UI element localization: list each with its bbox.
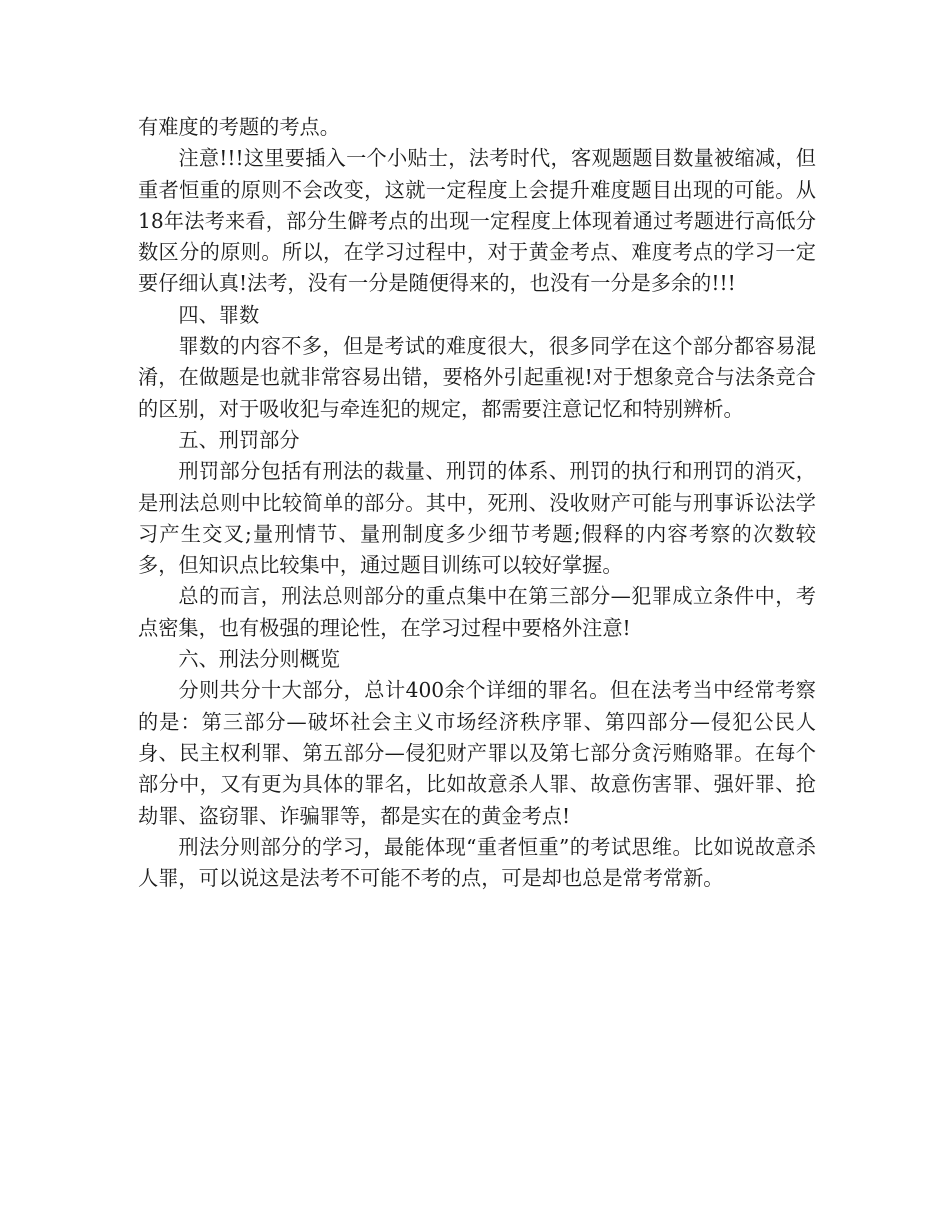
paragraph-continuation: 有难度的考题的考点。: [138, 115, 340, 139]
section-heading-4: 四、罪数: [178, 302, 260, 327]
paragraph-fenze: 分则共分十大部分，总计400余个详细的罪名。但在法考当中经常考察的是：第三部分—破坏社会主义市场经济秩序罪、第四部分—侵犯公民人身、民主权利罪、第五部分—侵犯财产罪以及第七部分贪污贿赂罪。在每个部分中，又有更为具体的罪名，比如故意杀人罪、故意伤害罪、强奸罪、抢劫罪、盗窃罪、诈骗罪等，都是实在的黄金考点!: [138, 678, 816, 828]
paragraph-zuishu: 罪数的内容不多，但是考试的难度很大，很多同学在这个部分都容易混淆，在做题是也就非常容易出错，要格外引起重视!对于想象竞合与法条竞合的区别，对于吸收犯与牵连犯的规定，都需要注意记忆和特别辨析。: [138, 334, 816, 421]
section-heading-5: 五、刑罚部分: [178, 427, 300, 452]
document-page: [138, 112, 816, 894]
paragraph-tip: 注意!!!这里要插入一个小贴士，法考时代，客观题题目数量被缩减，但重者恒重的原则不会改变，这就一定程度上会提升难度题目出现的可能。从18年法考来看，部分生僻考点的出现一定程度上体现着通过考题进行高低分数区分的原则。所以，在学习过程中，对于黄金考点、难度考点的学习一定要仔细认真!法考，没有一分是随便得来的，也没有一分是多余的!!!: [138, 146, 816, 296]
paragraph-xingfa: 刑罚部分包括有刑法的裁量、刑罚的体系、刑罚的执行和刑罚的消灭，是刑法总则中比较简单的部分。其中，死刑、没收财产可能与刑事诉讼法学习产生交叉;量刑情节、量刑制度多少细节考题;假释的内容考察的次数较多，但知识点比较集中，通过题目训练可以较好掌握。: [138, 459, 816, 578]
section-heading-6: 六、刑法分则概览: [178, 647, 340, 672]
paragraph-fenze-study: 刑法分则部分的学习，最能体现“重者恒重”的考试思维。比如说故意杀人罪，可以说这是法考不可能不考的点，可是却也总是常考常新。: [138, 834, 816, 891]
paragraph-summary: 总的而言，刑法总则部分的重点集中在第三部分—犯罪成立条件中，考点密集，也有极强的理论性，在学习过程中要格外注意!: [138, 584, 816, 640]
